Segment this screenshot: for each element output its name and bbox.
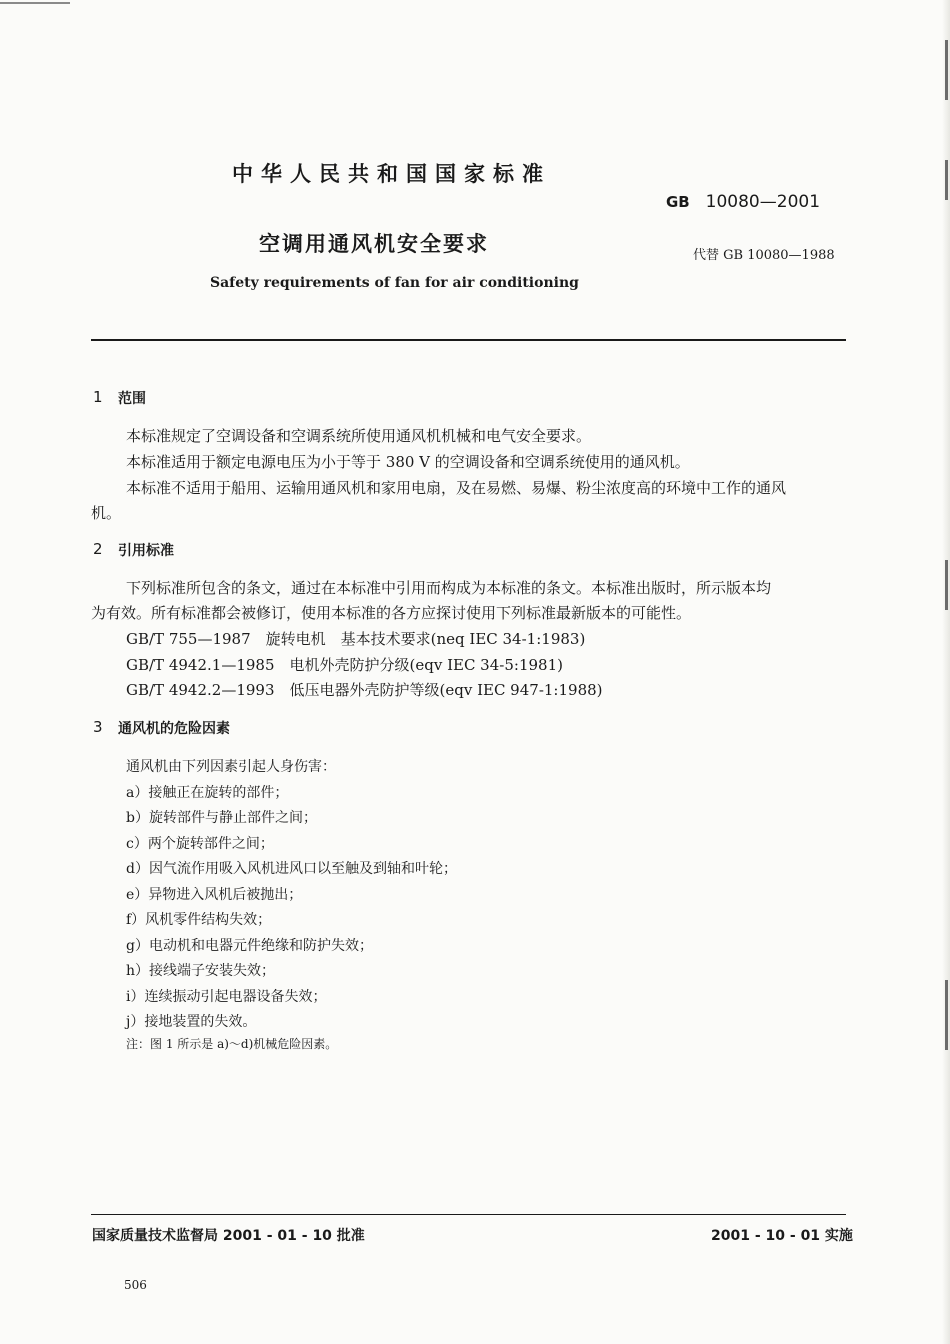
standard-number: 10080—2001: [705, 192, 821, 212]
section-2-paragraph-line-1: 下列标准所包含的条文，通过在本标准中引用而构成为本标准的条文。本标准出版时，所示版本均: [126, 579, 772, 597]
implementation-date: 2001 - 10 - 01 实施: [711, 1228, 853, 1244]
section-2-number: 2: [93, 540, 103, 558]
section-3-note: 注：图 1 所示是 a)～d)机械危险因素。: [126, 1037, 338, 1051]
document-title-en: Safety requirements of fan for air conditioning: [210, 275, 579, 291]
standard-number-block: [666, 192, 820, 212]
hazard-list-item: g）电动机和电器元件绝缘和防护失效；: [126, 938, 373, 954]
hazard-list-item: e）异物进入风机后被抛出；: [126, 887, 303, 903]
section-1-heading: 范围: [118, 391, 146, 407]
scan-artifact: [0, 2, 70, 4]
scan-artifact: [945, 160, 948, 200]
scan-artifact: [945, 560, 948, 610]
section-1-paragraph-3-line-2: 机。: [91, 504, 122, 522]
scan-artifact: [945, 40, 948, 100]
section-1-paragraph-2: 本标准适用于额定电源电压为小于等于 380 V 的空调设备和空调系统使用的通风机。: [126, 453, 690, 471]
section-1-number: 1: [93, 388, 103, 406]
section-1-paragraph-1: 本标准规定了空调设备和空调系统所使用通风机机械和电气安全要求。: [126, 427, 592, 445]
hazard-list-item: d）因气流作用吸入风机进风口以至触及到轴和叶轮；: [126, 861, 457, 877]
document-title-cn: 空调用通风机安全要求: [259, 232, 489, 256]
section-1-paragraph-3-line-1: 本标准不适用于船用、运输用通风机和家用电扇，及在易燃、易爆、粉尘浓度高的环境中工作的通风: [126, 479, 787, 497]
header-divider: [91, 339, 846, 341]
section-3-intro: 通风机由下列因素引起人身伤害：: [126, 759, 336, 775]
scan-artifact: [945, 980, 948, 1050]
hazard-list-item: a）接触正在旋转的部件；: [126, 785, 289, 801]
hazard-list-item: i）连续振动引起电器设备失效；: [126, 989, 327, 1005]
reference-item: GB/T 755—1987 旋转电机 基本技术要求(neq IEC 34-1:1983): [126, 630, 586, 648]
hazard-list-item: f）风机零件结构失效；: [126, 912, 272, 928]
section-3-number: 3: [93, 718, 103, 736]
replaces-standard: 代替 GB 10080—1988: [693, 248, 835, 263]
approval-statement: 国家质量技术监督局 2001 - 01 - 10 批准: [92, 1228, 365, 1244]
page-number: 506: [124, 1278, 147, 1292]
hazard-list-item: h）接线端子安装失效；: [126, 963, 276, 979]
footer-divider: [91, 1214, 846, 1215]
national-standard-heading: 中华人民共和国国家标准: [232, 162, 551, 186]
section-3-heading: 通风机的危险因素: [118, 721, 230, 737]
hazard-list-item: c）两个旋转部件之间；: [126, 836, 274, 852]
standard-prefix: GB: [666, 193, 690, 211]
hazard-list-item: b）旋转部件与静止部件之间；: [126, 810, 317, 826]
scan-edge-shadow: [942, 0, 950, 1344]
section-2-heading: 引用标准: [118, 543, 174, 559]
section-2-paragraph-line-2: 为有效。所有标准都会被修订，使用本标准的各方应探讨使用下列标准最新版本的可能性。: [91, 604, 692, 622]
reference-item: GB/T 4942.1—1985 电机外壳防护分级(eqv IEC 34-5:1981): [126, 656, 563, 674]
reference-item: GB/T 4942.2—1993 低压电器外壳防护等级(eqv IEC 947-1:1988): [126, 681, 603, 699]
hazard-list-item: j）接地装置的失效。: [126, 1014, 257, 1030]
